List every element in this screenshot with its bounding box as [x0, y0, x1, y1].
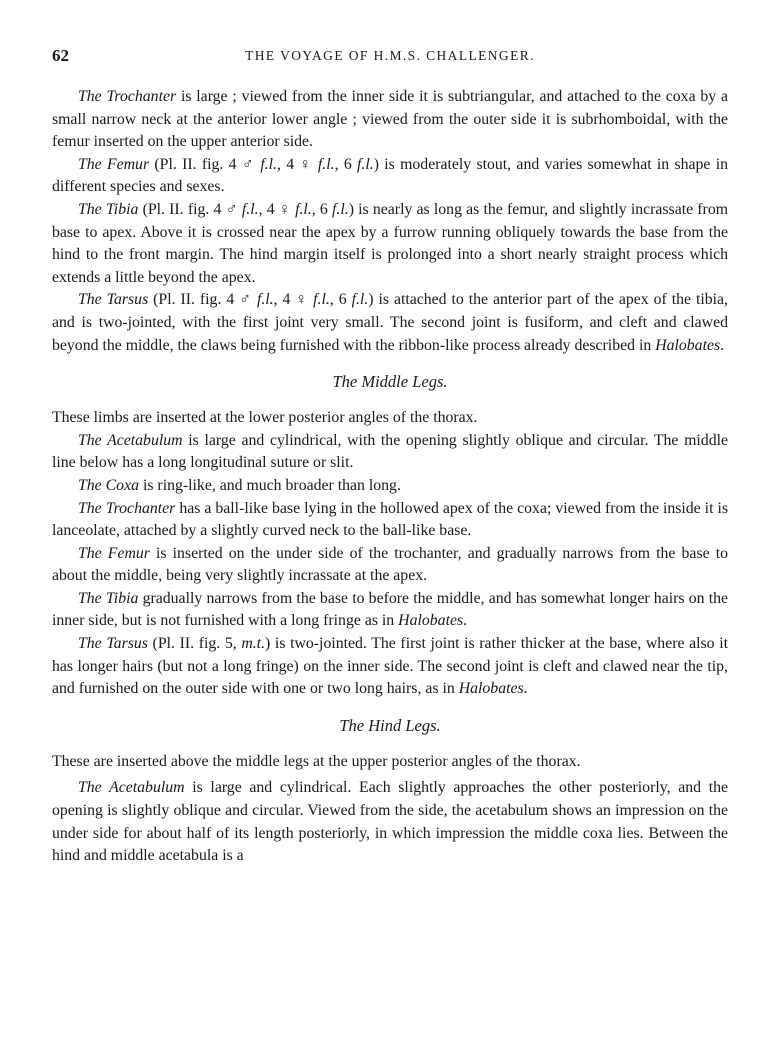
paragraph-middle-femur	[52, 543, 728, 588]
paragraph-middle-coxa	[52, 475, 728, 498]
paragraph-text: ) is two-jointed. The first joint is rather thicker at the base, where also it has longer hairs (but not a long fringe) on the inner side. The second joint is cleft and clawed near the tip, and furnished on the outer side with one or two long hairs, as in	[52, 635, 728, 698]
genus-name: Halobates	[458, 680, 524, 698]
punctuation: .	[463, 612, 468, 630]
plate-reference: (Pl. II. fig. 4 ♂	[148, 291, 257, 309]
term-tarsus: The Tarsus	[78, 635, 148, 653]
plate-reference: (Pl. II. fig. 4 ♂	[149, 155, 261, 173]
figure-label: f.l.	[256, 291, 274, 309]
paragraph-text: has a ball-like base lying in the hollowed apex of the coxa; viewed from the inside it is lanceolate, attached by a slightly curved neck to the ball-like base.	[52, 499, 728, 540]
section-heading-middle-legs: The Middle Legs.	[332, 372, 448, 392]
paragraph-front-tarsus	[52, 289, 728, 357]
term-coxa: The Coxa	[78, 476, 139, 494]
plate-reference: (Pl. II. fig. 5,	[147, 635, 242, 653]
term-trochanter: The Trochanter	[78, 499, 176, 517]
paragraph-text: is large ; viewed from the inner side it is subtriangular, and attached to the coxa by a small narrow neck at the anterior lower angle ; viewed from the outer side it is subrhomboidal, with the femur inserted on the upper anterior side.	[52, 88, 728, 151]
paragraph-text: ) is attached to the anterior part of the apex of the tibia, and is two-jointed, with the first joint very small. The second joint is fusiform, and cleft and clawed beyond the middle, the claws being furnished with the ribbon-like process already described in	[52, 291, 728, 354]
paragraph-front-trochanter	[52, 86, 728, 154]
section-heading-hind-legs: The Hind Legs.	[339, 715, 441, 735]
paragraph-hind-intro: These are inserted above the middle legs at the upper posterior angles of the thorax.	[52, 752, 581, 770]
plate-reference: , 6	[329, 291, 352, 309]
paragraph-text: ) is moderately stout, and varies somewhat in shape in different species and sexes.	[52, 155, 729, 196]
plate-reference: , 4 ♀	[258, 200, 296, 218]
paragraph-text: is large and cylindrical, with the opening slightly oblique and circular. The middle line below has a long longitudinal suture or slit.	[52, 431, 728, 472]
paragraph-front-tibia	[52, 199, 728, 289]
paragraph-middle-trochanter	[52, 498, 728, 543]
paragraph-middle-intro: These limbs are inserted at the lower posterior angles of the thorax.	[52, 409, 478, 427]
paragraph-middle-tarsus	[52, 633, 728, 701]
punctuation: .	[720, 336, 725, 354]
figure-label: f.l.	[260, 155, 277, 173]
term-femur: The Femur	[78, 544, 150, 562]
punctuation: .	[523, 680, 528, 698]
plate-reference: , 4 ♀	[277, 155, 318, 173]
figure-label: f.l.	[295, 200, 312, 218]
paragraph-text: is ring-like, and much broader than long.	[139, 476, 401, 494]
running-title: THE VOYAGE OF H.M.S. CHALLENGER.	[245, 48, 535, 63]
figure-label: f.l.	[241, 200, 259, 218]
paragraph-text: ) is nearly as long as the femur, and slightly incrassate from base to apex. Above it is crossed near the apex by a furrow running obliquely towards the base from the hind to the front margin. The hind margin itself is prolonged into a short nearly straight process which extends a little beyond the apex.	[52, 200, 729, 286]
figure-label: f.l.	[317, 155, 335, 173]
paragraph-front-femur	[52, 154, 728, 199]
plate-reference: , 6	[334, 155, 358, 173]
genus-name: Halobates	[398, 612, 464, 630]
plate-reference: , 4 ♀	[273, 291, 314, 309]
figure-label: f.l.	[351, 291, 369, 309]
term-femur: The Femur	[78, 155, 150, 173]
term-acetabulum: The Acetabulum	[78, 779, 185, 797]
term-tarsus: The Tarsus	[78, 291, 149, 309]
paragraph-middle-tibia	[52, 588, 728, 633]
plate-reference: (Pl. II. fig. 4 ♂	[138, 200, 242, 218]
plate-reference: , 6	[311, 200, 333, 218]
figure-label: f.l.	[332, 200, 349, 218]
term-tibia: The Tibia	[78, 589, 139, 607]
page-body	[52, 86, 728, 868]
figure-label: f.l.	[357, 155, 374, 173]
term-tibia: The Tibia	[78, 200, 139, 218]
paragraph-hind-acetabulum	[52, 777, 728, 867]
page-number: 62	[52, 46, 69, 65]
page-header	[52, 46, 728, 68]
figure-label: f.l.	[313, 291, 330, 309]
term-acetabulum: The Acetabulum	[78, 431, 183, 449]
figure-label: m.t.	[241, 635, 266, 653]
genus-name: Halobates	[655, 336, 721, 354]
term-trochanter: The Trochanter	[78, 88, 177, 105]
paragraph-middle-acetabulum	[52, 430, 728, 475]
paragraph-text: gradually narrows from the base to before the middle, and has somewhat longer hairs on the inner side, but is not furnished with a long fringe as in	[52, 589, 728, 630]
paragraph-text: is large and cylindrical. Each slightly approaches the other posteriorly, and the opening is slightly oblique and circular. Viewed from the side, the acetabulum shows an impression on the under side for about half of its length posteriorly, in which impression the middle coxa lies. Between the hind and middle acetabula is a	[52, 779, 729, 865]
paragraph-text: is inserted on the under side of the trochanter, and gradually narrows from the base to about the middle, being very slightly incrassate at the apex.	[52, 544, 728, 585]
